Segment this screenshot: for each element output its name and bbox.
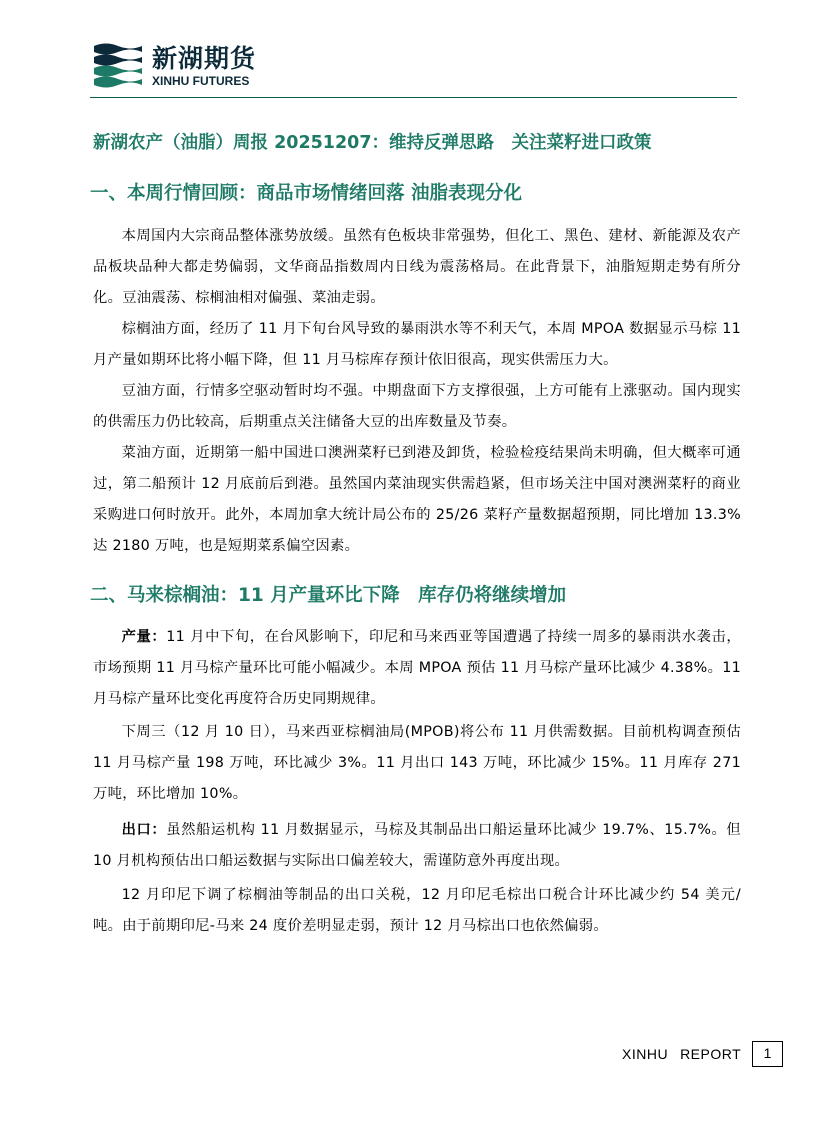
paragraph bbox=[93, 815, 741, 877]
report-title: 新湖农产（油脂）周报 20251207：维持反弹思路 关注菜籽进口政策 bbox=[93, 133, 652, 153]
paragraph-lead: 产量： bbox=[121, 629, 167, 645]
paragraph bbox=[93, 717, 741, 810]
paragraph-text: 下周三（12 月 10 日），马来西亚棕榈油局(MPOB)将公布 11 月供需数据。目前机构调查预估 11 月马棕产量 198 万吨，环比减少 3%。11 月出口 143 万吨，环比减少 15%。11 月库存 271 万吨，环比增加 10%。 bbox=[93, 724, 741, 802]
paragraph bbox=[93, 438, 741, 562]
paragraph bbox=[93, 376, 741, 438]
paragraph-text: 11 月中下旬，在台风影响下，印尼和马来西亚等国遭遇了持续一周多的暴雨洪水袭击，市场预期 11 月马棕产量环比可能小幅减少。本周 MPOA 预估 11 月马棕产量环比减少 4.38%。11 月马棕产量环比变化再度符合历史同期规律。 bbox=[93, 629, 741, 707]
paragraph-text: 菜油方面，近期第一船中国进口澳洲菜籽已到港及卸货，检验检疫结果尚未明确，但大概率可通过，第二船预计 12 月底前后到港。虽然国内菜油现实供需趋紧，但市场关注中国对澳洲菜籽的商业采购进口何时放开。此外，本周加拿大统计局公布的 25/26 菜籽产量数据超预期，同比增加 13.3%达 2180 万吨，也是短期菜系偏空因素。 bbox=[93, 445, 741, 554]
paragraph-text: 棕榈油方面，经历了 11 月下旬台风导致的暴雨洪水等不利天气，本周 MPOA 数据显示马棕 11 月产量如期环比将小幅下降，但 11 月马棕库存预计依旧很高，现实供需压力大。 bbox=[93, 321, 741, 368]
paragraph-text: 豆油方面，行情多空驱动暂时均不强。中期盘面下方支撑很强，上方可能有上涨驱动。国内现实的供需压力仍比较高，后期重点关注储备大豆的出库数量及节奏。 bbox=[93, 383, 741, 430]
paragraph-text: 虽然船运机构 11 月数据显示，马棕及其制品出口船运量环比减少 19.7%、15.7%。但 10 月机构预估出口船运数据与实际出口偏差较大，需谨防意外再度出现。 bbox=[93, 822, 741, 869]
paragraph-lead: 出口： bbox=[121, 822, 167, 838]
paragraph bbox=[93, 880, 741, 942]
footer-left: XINHU bbox=[622, 1046, 669, 1062]
page-number: 1 bbox=[752, 1041, 783, 1067]
section-heading-1: 一、本周行情回顾：商品市场情绪回落 油脂表现分化 bbox=[90, 183, 522, 204]
section-heading-2: 二、马来棕榈油：11 月产量环比下降 库存仍将继续增加 bbox=[90, 585, 567, 606]
paragraph bbox=[93, 221, 741, 314]
footer-right: REPORT bbox=[680, 1046, 742, 1062]
paragraph bbox=[93, 622, 741, 715]
paragraph-text: 本周国内大宗商品整体涨势放缓。虽然有色板块非常强势，但化工、黑色、建材、新能源及农产品板块品种大都走势偏弱，文华商品指数周内日线为震荡格局。在此背景下，油脂短期走势有所分化。豆油震荡、棕榈油相对偏强、菜油走弱。 bbox=[93, 228, 741, 306]
company-logo bbox=[90, 40, 290, 90]
wave-logo-icon bbox=[90, 40, 146, 90]
brand-name-cn: 新湖期货 bbox=[152, 44, 257, 73]
footer-label bbox=[622, 1044, 741, 1064]
paragraph-text: 12 月印尼下调了棕榈油等制品的出口关税，12 月印尼毛棕出口税合计环比减少约 54 美元/吨。由于前期印尼-马来 24 度价差明显走弱，预计 12 月马棕出口也依然偏弱。 bbox=[93, 887, 741, 934]
brand-name-en: XINHU FUTURES bbox=[152, 74, 250, 88]
paragraph bbox=[93, 314, 741, 376]
header-divider bbox=[90, 97, 737, 98]
